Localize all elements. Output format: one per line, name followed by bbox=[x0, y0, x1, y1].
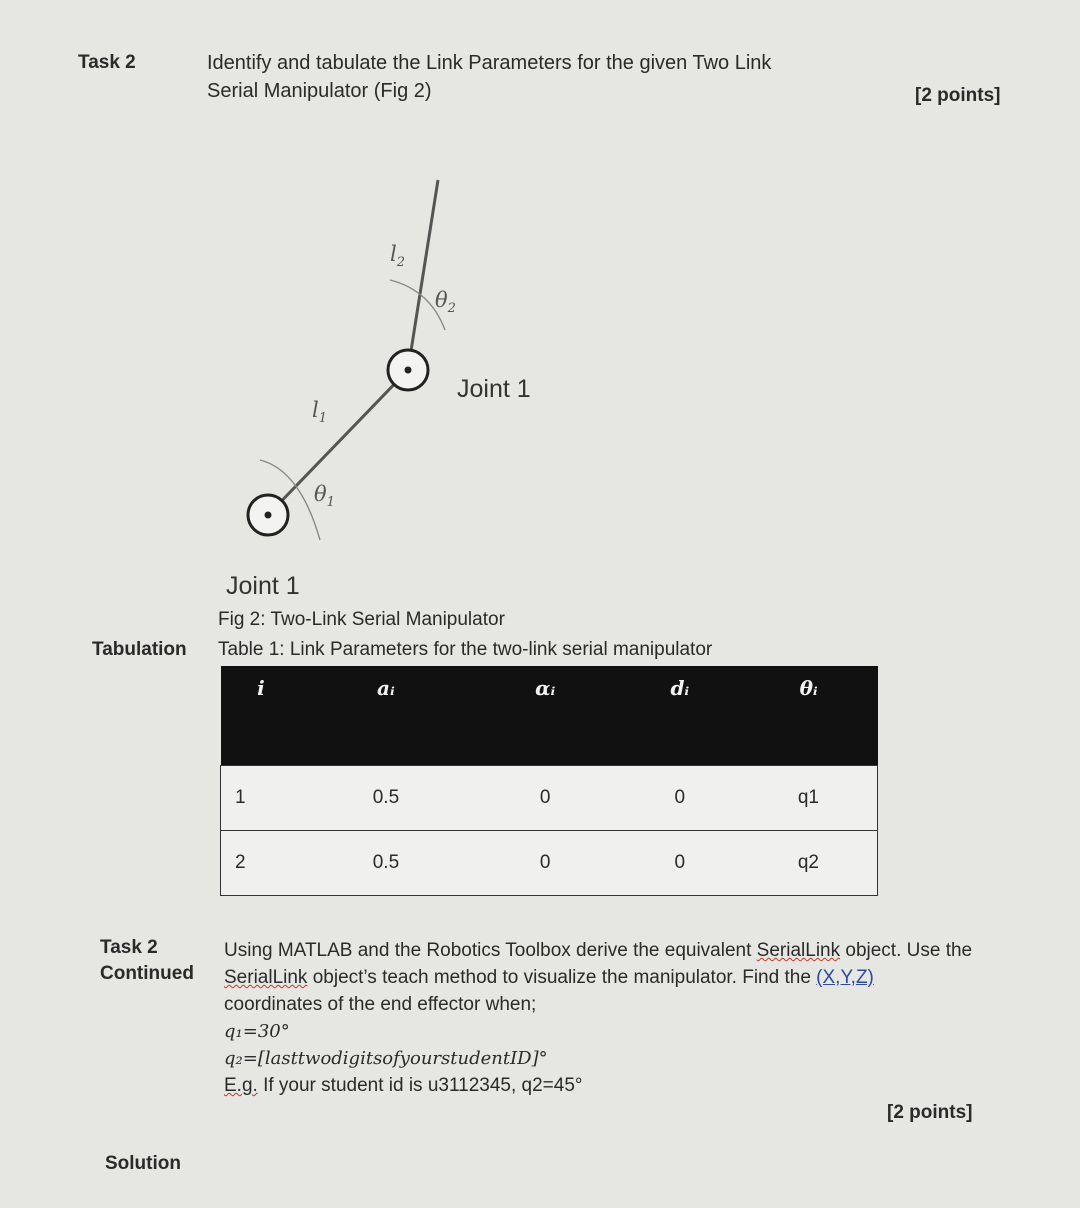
q1-line: q₁=30° bbox=[224, 1021, 290, 1042]
q2-line: q₂=[lasttwodigitsofyourstudentID]° bbox=[224, 1048, 548, 1069]
joint-upper-label: Joint 1 bbox=[457, 375, 531, 403]
l2-label: $l_2$ bbox=[390, 242, 405, 271]
cell-a: 0.5 bbox=[301, 831, 470, 896]
header-theta: θᵢ bbox=[740, 666, 878, 766]
cell-d: 0 bbox=[620, 766, 740, 831]
cell-theta: q2 bbox=[740, 831, 878, 896]
continued-line1: Using MATLAB and the Robotics Toolbox derive the equivalent SerialLink object. Use the bbox=[224, 940, 973, 961]
table-row bbox=[221, 831, 878, 896]
task-points: [2 points] bbox=[915, 85, 1001, 106]
header-i: i bbox=[221, 666, 302, 766]
cell-alpha: 0 bbox=[470, 766, 619, 831]
continued-line3: coordinates of the end effector when; bbox=[224, 994, 537, 1015]
joint-lower-label: Joint 1 bbox=[226, 572, 300, 600]
cell-alpha: 0 bbox=[470, 831, 619, 896]
continued-label-line1: Task 2 bbox=[100, 937, 158, 958]
task-label: Task 2 bbox=[78, 52, 136, 73]
theta1-label: $\theta_1$ bbox=[314, 482, 335, 511]
continued-label-line2: Continued bbox=[100, 963, 194, 984]
link-1 bbox=[268, 370, 408, 515]
manipulator-diagram bbox=[230, 170, 590, 590]
task-title-line2: Serial Manipulator (Fig 2) bbox=[207, 80, 432, 102]
tabulation-label: Tabulation bbox=[92, 639, 187, 660]
cell-i: 1 bbox=[221, 766, 302, 831]
continued-body bbox=[224, 937, 1044, 1099]
cell-a: 0.5 bbox=[301, 766, 470, 831]
cell-d: 0 bbox=[620, 831, 740, 896]
figure-caption: Fig 2: Two-Link Serial Manipulator bbox=[218, 609, 505, 630]
lower-joint-dot bbox=[265, 512, 272, 519]
header-alpha: αᵢ bbox=[470, 666, 619, 766]
cell-i: 2 bbox=[221, 831, 302, 896]
table-caption: Table 1: Link Parameters for the two-link serial manipulator bbox=[218, 639, 713, 660]
two-link-figure bbox=[230, 170, 590, 590]
header-d: dᵢ bbox=[620, 666, 740, 766]
table-row bbox=[221, 766, 878, 831]
theta2-label: $\theta_2$ bbox=[435, 288, 456, 317]
l1-label: $l_1$ bbox=[312, 398, 327, 427]
solution-label: Solution bbox=[105, 1153, 181, 1174]
upper-joint-dot bbox=[405, 367, 412, 374]
continued-points: [2 points] bbox=[887, 1102, 973, 1123]
link-parameters-table bbox=[220, 666, 878, 896]
link-2 bbox=[408, 180, 438, 370]
example-line: E.g. If your student id is u3112345, q2=45° bbox=[224, 1075, 583, 1096]
header-a: aᵢ bbox=[301, 666, 470, 766]
continued-line2: SerialLink object’s teach method to visualize the manipulator. Find the (X,Y,Z) bbox=[224, 967, 874, 988]
cell-theta: q1 bbox=[740, 766, 878, 831]
task-title-line1: Identify and tabulate the Link Parameters for the given Two Link bbox=[207, 52, 772, 74]
table-header-row bbox=[221, 666, 878, 766]
